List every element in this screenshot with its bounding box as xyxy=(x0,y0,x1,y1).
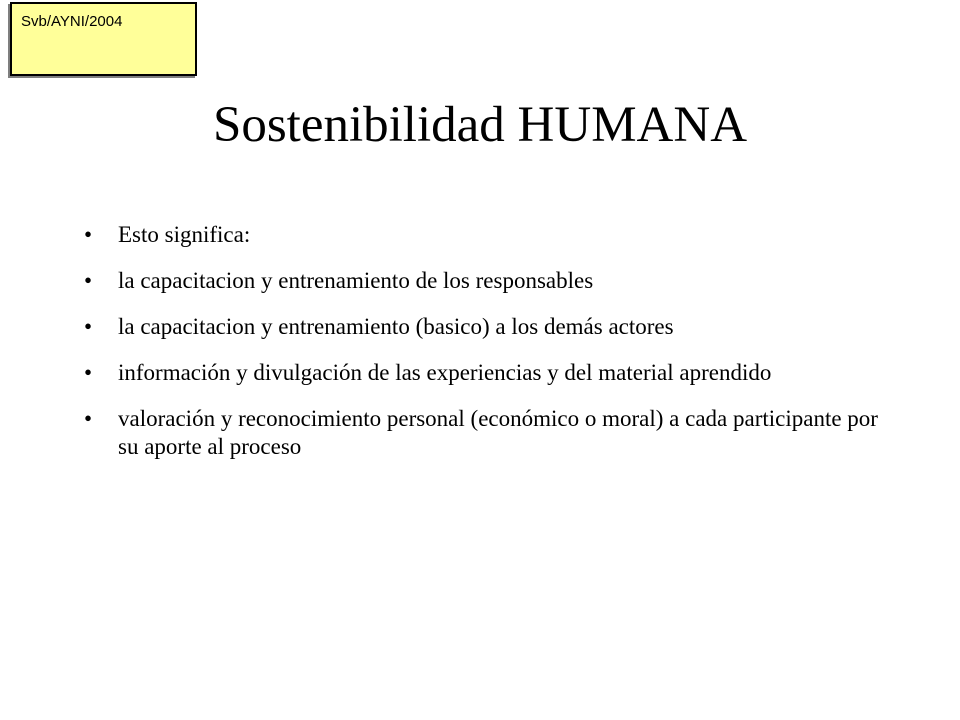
bullet-item xyxy=(84,313,904,341)
bullet-icon: • xyxy=(84,314,93,339)
bullet-text: información y divulgación de las experiencias y del material aprendido xyxy=(118,360,772,385)
bullet-icon: • xyxy=(84,406,93,431)
bullet-text: valoración y reconocimiento personal (económico o moral) a cada participante por su aporte al proceso xyxy=(118,406,878,459)
author-tag-label: Svb/AYNI/2004 xyxy=(21,13,123,30)
bullet-item xyxy=(84,405,904,461)
bullet-text: la capacitacion y entrenamiento (basico) a los demás actores xyxy=(118,314,674,339)
bullet-item xyxy=(84,267,904,295)
bullet-list xyxy=(84,221,904,479)
author-tag xyxy=(10,2,197,76)
bullet-text: Esto significa: xyxy=(118,222,251,247)
bullet-item xyxy=(84,221,904,249)
slide-title: Sostenibilidad HUMANA xyxy=(212,97,748,153)
bullet-icon: • xyxy=(84,222,93,247)
bullet-text: la capacitacion y entrenamiento de los responsables xyxy=(118,268,594,293)
author-tag-shadow xyxy=(8,4,195,78)
bullet-item xyxy=(84,359,904,387)
bullet-icon: • xyxy=(84,268,93,293)
bullet-icon: • xyxy=(84,360,93,385)
